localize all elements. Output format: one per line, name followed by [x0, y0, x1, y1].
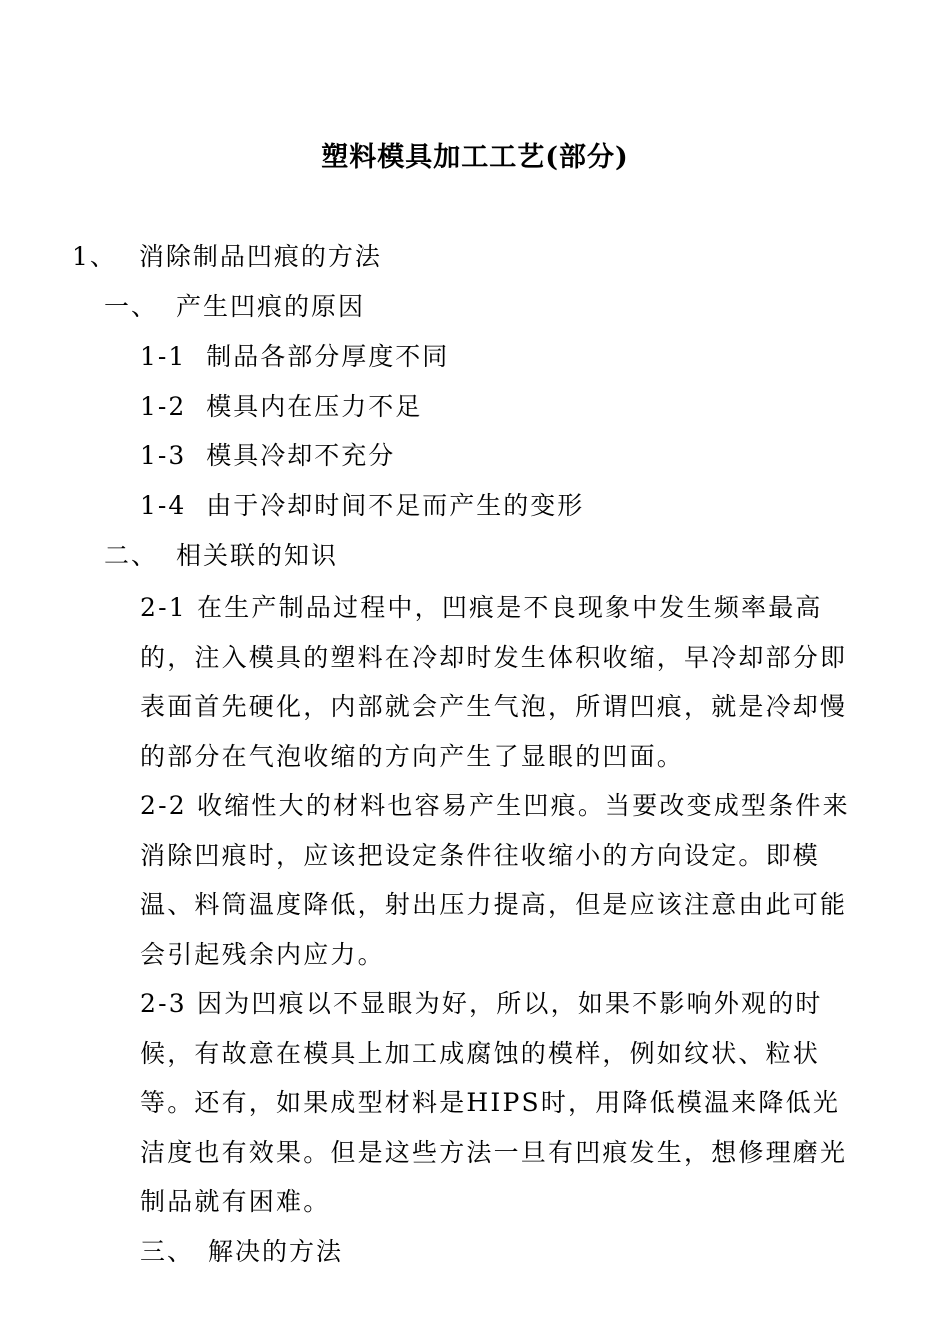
item-code: 1-1	[140, 342, 187, 371]
subsection-title: 相关联的知识	[176, 541, 339, 570]
paragraph-text: 在生产制品过程中，凹痕是不良现象中发生频率最高的，注入模具的塑料在冷却时发生体积收缩，早冷却部分即表面首先硬化，内部就会产生气泡，所谓凹痕，就是冷却慢的部分在气泡收缩的方向产生了显眼的凹面。	[140, 593, 848, 771]
subsection-number: 三、	[140, 1237, 195, 1266]
paragraph	[140, 979, 865, 1227]
paragraph	[140, 781, 865, 979]
paragraph-code: 2-2	[140, 791, 187, 820]
section-title: 消除制品凹痕的方法	[138, 242, 382, 271]
paragraph-code: 2-3	[140, 989, 187, 1018]
paragraph-text: 因为凹痕以不显眼为好，所以，如果不影响外观的时候，有故意在模具上加工成腐蚀的模样，例如纹状、粒状等。还有，如果成型材料是HIPS时，用降低模温来降低光洁度也有效果。但是这些方法一旦有凹痕发生，想修理磨光制品就有困难。	[140, 989, 848, 1216]
subsection-number: 一、	[104, 292, 159, 321]
paragraph	[140, 583, 865, 781]
paragraph-code: 2-1	[140, 593, 187, 622]
subsection-heading	[104, 536, 338, 576]
item-code: 1-2	[140, 392, 187, 421]
list-item	[140, 387, 422, 427]
list-item	[140, 436, 395, 476]
list-item	[140, 486, 584, 526]
document-title: 塑料模具加工工艺(部分)	[321, 142, 629, 173]
section-number: 1、	[72, 242, 117, 271]
item-code: 1-4	[140, 491, 187, 520]
subsection-title: 产生凹痕的原因	[176, 292, 366, 321]
item-text: 制品各部分厚度不同	[206, 342, 450, 371]
item-text: 模具内在压力不足	[206, 392, 423, 421]
subsection-number: 二、	[104, 541, 159, 570]
subsection-heading	[140, 1232, 343, 1272]
list-item	[140, 337, 449, 377]
item-code: 1-3	[140, 441, 187, 470]
item-text: 由于冷却时间不足而产生的变形	[206, 491, 585, 520]
section-heading	[72, 237, 382, 277]
item-text: 模具冷却不充分	[206, 441, 396, 470]
subsection-heading	[104, 287, 365, 327]
paragraph-text: 收缩性大的材料也容易产生凹痕。当要改变成型条件来消除凹痕时，应该把设定条件往收缩小的方向设定。即模温、料筒温度降低，射出压力提高，但是应该注意由此可能会引起残余内应力。	[140, 791, 850, 969]
subsection-title: 解决的方法	[208, 1237, 344, 1266]
